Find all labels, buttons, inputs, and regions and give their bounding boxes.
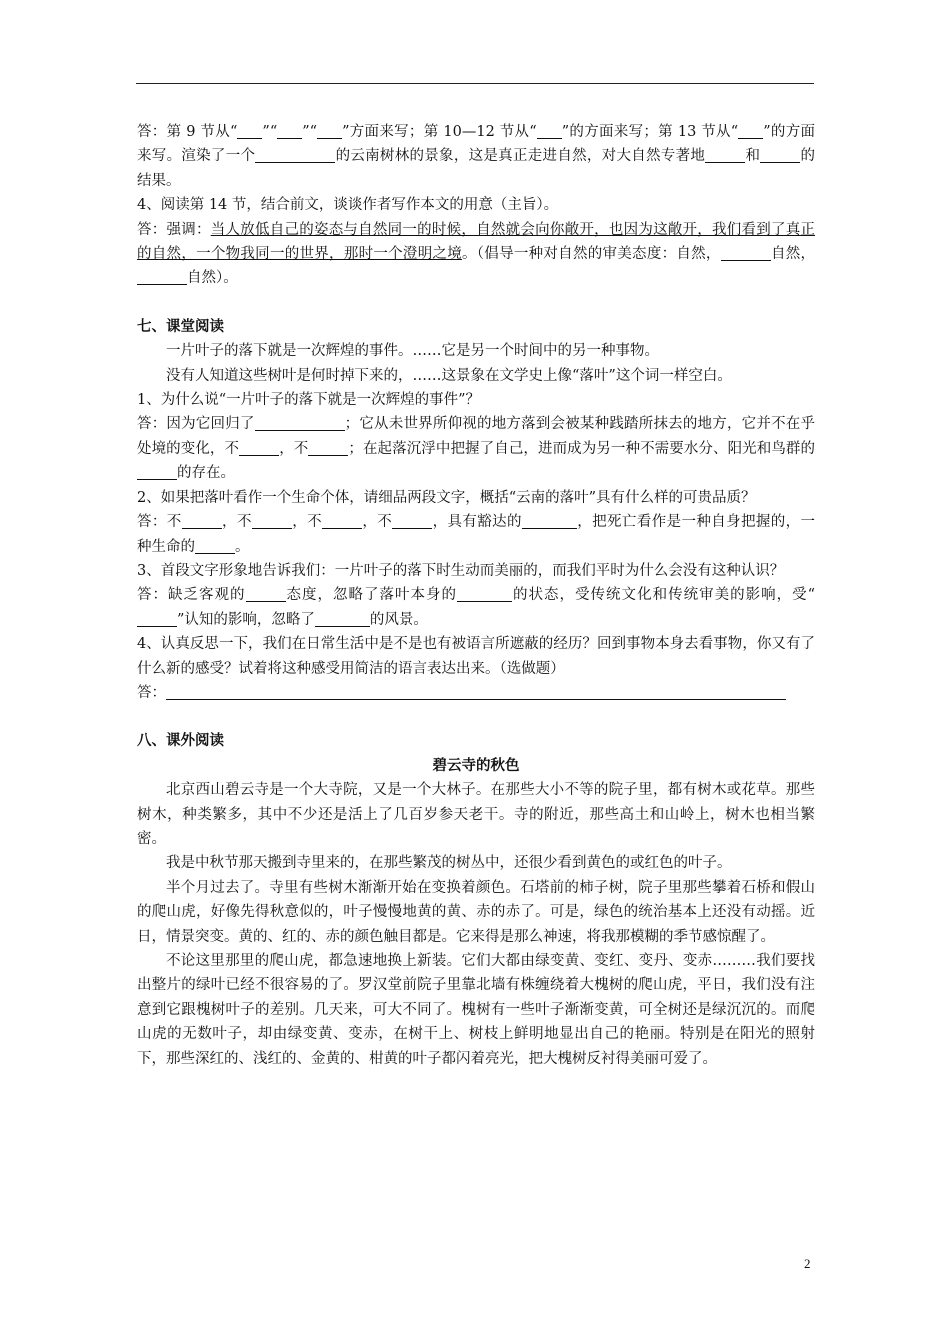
text: ；在起落沉浮中把握了自己，进而成为另一种不需要水分、阳光和鸟群的 bbox=[348, 440, 816, 457]
text: ”方面来写；第 10—12 节从“ bbox=[342, 124, 537, 140]
text: ，具有豁达的 bbox=[432, 514, 522, 531]
text: 态度，忽略了落叶本身的 bbox=[285, 587, 458, 604]
blank[interactable] bbox=[705, 146, 745, 163]
blank[interactable] bbox=[237, 122, 262, 139]
text: 和 bbox=[745, 148, 761, 165]
article-para3: 半个月过去了。寺里有些树木渐渐开始在变换着颜色。石塔前的柿子树，院子里那些攀着石桥和假山的爬山虎，好像先得秋意似的，叶子慢慢地黄的黄、赤的赤了。可是，绿色的统治基本上还没有动摇。近日，情景突变。黄的、红的、赤的颜色触目都是。它来得是那么神速，将我那模糊的季节感惊醒了。 bbox=[137, 879, 815, 945]
text: 的存在。 bbox=[177, 465, 235, 482]
blank[interactable] bbox=[738, 122, 763, 139]
section7-para1: 一片叶子的落下就是一次辉煌的事件。……它是另一个时间中的另一种事物。 bbox=[166, 343, 659, 360]
blank[interactable] bbox=[457, 585, 512, 602]
text: ”“ bbox=[262, 124, 278, 140]
blank[interactable] bbox=[239, 439, 279, 456]
text: ，不 bbox=[291, 514, 323, 531]
text: 的状态，受传统文化和传统审美的影响，受“ bbox=[512, 587, 815, 604]
text: ，不 bbox=[362, 514, 393, 531]
text: ”认知的影响，忽略了 bbox=[177, 611, 315, 628]
section7-answer4 bbox=[137, 681, 815, 705]
section7-question1: 1、为什么说“一片叶子的落下就是一次辉煌的事件”？ bbox=[137, 392, 481, 409]
text: 的风景。 bbox=[369, 611, 428, 628]
text: ；它从未世界所仰视的地方落到会被某种践踏所抹去的地方，它并不在乎处境的变化，不 bbox=[137, 416, 815, 457]
text: ”的方面来写。渲染了一个 bbox=[137, 124, 816, 165]
text: ，不 bbox=[221, 514, 252, 531]
blank[interactable] bbox=[137, 463, 177, 480]
text: 自然， bbox=[770, 246, 816, 263]
section7-question2: 2、如果把落叶看作一个生命个体，请细品两段文字，概括“云南的落叶”具有什么样的可贵品质？ bbox=[137, 489, 756, 506]
section7-answer1 bbox=[137, 412, 815, 485]
text: 。（倡导一种对自然的审美态度：自然， bbox=[462, 246, 721, 263]
blank[interactable] bbox=[137, 610, 177, 627]
blank[interactable] bbox=[392, 512, 432, 529]
text: 自然）。 bbox=[187, 270, 238, 287]
section7-para2: 没有人知道这些树叶是何时掉下来的，……这景象在文学史上像“落叶”这个词一样空白。 bbox=[166, 367, 732, 384]
section6-question4: 4、阅读第 14 节，结合前文，谈谈作者写作本文的用意（主旨）。 bbox=[137, 197, 559, 214]
blank[interactable] bbox=[255, 414, 345, 431]
text: 答：强调： bbox=[137, 221, 211, 238]
blank[interactable] bbox=[537, 122, 562, 139]
text: ，把死亡看作是一种自身把握的，一种生命的 bbox=[137, 514, 816, 555]
blank[interactable] bbox=[317, 122, 342, 139]
header-rule bbox=[136, 83, 814, 84]
blank[interactable] bbox=[522, 512, 577, 529]
text: 的结果。 bbox=[137, 148, 816, 189]
section7-question4: 4、认真反思一下，我们在日常生活中是不是也有被语言所遮蔽的经历？回到事物本身去看事物，你又有了什么新的感受？试着将这种感受用简洁的语言表达出来。（选做题） bbox=[137, 636, 815, 677]
blank[interactable] bbox=[322, 512, 362, 529]
page-number: 2 bbox=[804, 1256, 811, 1271]
text: 答：不 bbox=[137, 514, 182, 531]
text: 的云南树林的景象，这是真正走进自然，对大自然专著地 bbox=[335, 148, 706, 165]
section7-heading: 七、课堂阅读 bbox=[137, 318, 224, 335]
blank[interactable] bbox=[137, 268, 187, 285]
section7-answer2 bbox=[137, 510, 815, 559]
blank[interactable] bbox=[760, 146, 800, 163]
blank[interactable] bbox=[721, 244, 771, 261]
blank[interactable] bbox=[255, 146, 335, 163]
text: 答：第 9 节从“ bbox=[137, 124, 238, 140]
blank[interactable] bbox=[252, 512, 292, 529]
text: 答： bbox=[137, 684, 166, 701]
blank[interactable] bbox=[195, 537, 235, 554]
text: 答：因为它回归了 bbox=[137, 416, 255, 433]
article-title: 碧云寺的秋色 bbox=[432, 757, 520, 774]
text: 。 bbox=[235, 538, 250, 555]
text: ”“ bbox=[302, 124, 318, 140]
text: 答：缺乏客观的 bbox=[137, 587, 246, 604]
section6-answer4 bbox=[137, 218, 815, 291]
blank[interactable] bbox=[246, 585, 286, 602]
underlined-text: 当人放低自己的姿态与自然同一的时候，自然就会向你敞开，也因为这敞开，我们看到了真正的自然，一个物我同一的世界，那时一个澄明之境 bbox=[137, 221, 816, 263]
section7-answer3 bbox=[137, 583, 815, 632]
section6-answer3 bbox=[137, 120, 815, 193]
section7-question3: 3、首段文字形象地告诉我们：一片叶子的落下时生动而美丽的，而我们平时为什么会没有这种认识？ bbox=[137, 562, 785, 579]
page-content bbox=[137, 120, 815, 1071]
blank[interactable] bbox=[277, 122, 302, 139]
blank[interactable] bbox=[315, 610, 370, 627]
section8-heading: 八、课外阅读 bbox=[137, 733, 224, 750]
article-para1: 北京西山碧云寺是一个大寺院，又是一个大林子。在那些大小不等的院子里，都有树木或花草。那些树木，种类繁多，其中不少还是活上了几百岁参天老干。寺的附近，那些高土和山岭上，树木也相当繁密。 bbox=[137, 782, 815, 847]
blank[interactable] bbox=[308, 439, 348, 456]
answer-line[interactable] bbox=[166, 683, 786, 700]
text: ”的方面来写；第 13 节从“ bbox=[561, 124, 739, 140]
text: ，不 bbox=[279, 440, 309, 457]
article-para2: 我是中秋节那天搬到寺里来的，在那些繁茂的树丛中，还很少看到黄色的或红色的叶子。 bbox=[166, 855, 732, 872]
article-para4: 不论这里那里的爬山虎，都急速地换上新装。它们大都由绿变黄、变红、变丹、变赤………我们要找出整片的绿叶已经不很容易的了。罗汉堂前院子里靠北墙有株缠绕着大槐树的爬山虎，平日，我们没有注意到它跟槐树叶子的差别。几天来，可大不同了。槐树有一些叶子渐渐变黄，可全树还是绿沉沉的。而爬山虎的无数叶子，却由绿变黄、变赤，在树干上、树枝上鲜明地显出自己的艳丽。特别是在阳光的照射下，那些深红的、浅红的、金黄的、柑黄的叶子都闪着亮光，把大槐树反衬得美丽可爱了。 bbox=[137, 953, 815, 1067]
blank[interactable] bbox=[182, 512, 222, 529]
